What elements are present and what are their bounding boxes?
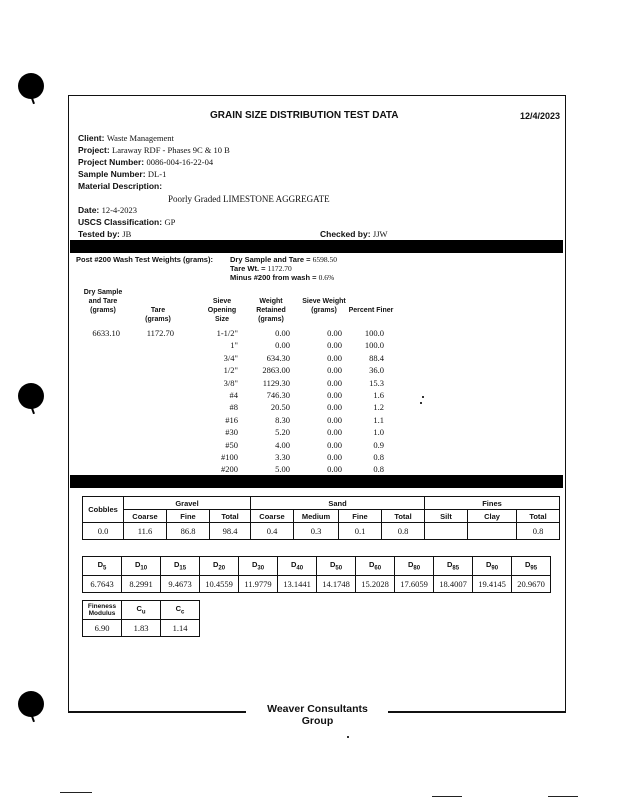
percent-finer-cell: 0.9 bbox=[373, 439, 384, 450]
uscs-value: GP bbox=[164, 217, 176, 227]
d-symbol: D bbox=[290, 560, 297, 570]
gravel-total-header: Total bbox=[210, 510, 251, 523]
checked-value: JJW bbox=[372, 229, 388, 239]
header-tare: Tare (grams) bbox=[145, 307, 171, 323]
percent-finer-cell: 36.0 bbox=[369, 365, 384, 376]
d-header-cell bbox=[317, 557, 356, 576]
wash-dry-label: Dry Sample and Tare = bbox=[230, 255, 311, 264]
project-number-line bbox=[78, 157, 213, 168]
percent-finer-cell: 88.4 bbox=[369, 352, 384, 363]
sieve-size-cell: 1/2" bbox=[223, 365, 238, 376]
binder-mark bbox=[31, 716, 35, 722]
client-value: Waste Management bbox=[106, 133, 174, 143]
sieve-weight-cell: 0.00 bbox=[327, 390, 342, 400]
scan-line bbox=[60, 792, 92, 793]
d-subscript: 15 bbox=[179, 565, 187, 572]
d-header-cell bbox=[278, 557, 317, 576]
material-line bbox=[78, 181, 162, 192]
fineness-modulus-value: 6.90 bbox=[83, 620, 122, 637]
sieve-size-cell: #16 bbox=[225, 414, 238, 425]
binder-mark bbox=[31, 98, 35, 104]
sample-number-line bbox=[78, 169, 166, 180]
sieve-size-cell: #100 bbox=[221, 452, 238, 462]
wash-dry-value: 6598.50 bbox=[312, 255, 337, 264]
material-value: Poorly Graded LIMESTONE AGGREGATE bbox=[168, 194, 330, 204]
sieve-weight-cell: 0.00 bbox=[327, 414, 342, 425]
section-bar-top bbox=[70, 240, 563, 253]
percent-finer-cell: 0.8 bbox=[373, 452, 384, 462]
wash-label: Post #200 Wash Test Weights (grams): bbox=[76, 255, 213, 264]
sieve-weight-cell: 0.00 bbox=[327, 439, 342, 450]
sample-number-label: Sample Number: bbox=[78, 169, 146, 179]
d-subscript: 20 bbox=[218, 565, 226, 572]
sand-coarse-value: 0.4 bbox=[251, 523, 294, 540]
d-subscript: 10 bbox=[140, 565, 148, 572]
binder-hole-top bbox=[18, 73, 44, 99]
clay-header: Clay bbox=[468, 510, 517, 523]
sieve-weight-cell: 0.00 bbox=[327, 464, 342, 475]
d-value-cell: 8.2991 bbox=[122, 576, 161, 593]
dry-sample-value: 6633.10 bbox=[92, 328, 120, 338]
d-value-cell: 9.4673 bbox=[161, 576, 200, 593]
scan-line bbox=[432, 796, 462, 797]
sand-medium-header: Medium bbox=[294, 510, 339, 523]
d-symbol: D bbox=[446, 560, 453, 570]
sand-total-value: 0.8 bbox=[382, 523, 425, 540]
sieve-size-cell: 3/4" bbox=[223, 352, 238, 363]
cu-value: 1.83 bbox=[122, 620, 161, 637]
material-label: Material Description: bbox=[78, 181, 163, 191]
cc-subscript: c bbox=[181, 609, 185, 616]
d-value-cell: 17.6059 bbox=[395, 576, 434, 593]
client-line bbox=[78, 133, 174, 144]
percent-finer-cell: 1.0 bbox=[373, 427, 384, 438]
sieve-size-cell: 1-1/2" bbox=[216, 328, 238, 338]
frame-bottom-right bbox=[388, 711, 565, 713]
sieve-size-cell: 3/8" bbox=[223, 377, 238, 388]
d-value-cell: 13.1441 bbox=[278, 576, 317, 593]
gravel-coarse-header: Coarse bbox=[124, 510, 167, 523]
d-header-cell bbox=[395, 557, 434, 576]
d-value-cell: 19.4145 bbox=[473, 576, 512, 593]
checked-label: Checked by: bbox=[320, 229, 371, 239]
date-value: 12-4-2023 bbox=[101, 205, 138, 215]
percent-finer-cell: 1.1 bbox=[373, 414, 384, 425]
d-header-cell bbox=[239, 557, 278, 576]
weight-retained-cell: 0.00 bbox=[275, 328, 290, 338]
weight-retained-cell: 5.00 bbox=[275, 464, 290, 475]
percent-finer-cell: 100.0 bbox=[364, 328, 384, 338]
percent-finer-cell: 100.0 bbox=[364, 340, 384, 351]
gravel-coarse-value: 11.6 bbox=[124, 523, 167, 540]
silt-value bbox=[425, 523, 468, 540]
binder-mark bbox=[31, 408, 35, 414]
moduli-table bbox=[82, 600, 200, 637]
header-weight-retained: Weight Retained (grams) bbox=[256, 298, 286, 323]
sieve-weight-cell: 0.00 bbox=[327, 402, 342, 413]
gravel-fine-value: 86.8 bbox=[167, 523, 210, 540]
cu-header bbox=[122, 601, 161, 620]
gravel-fine-header: Fine bbox=[167, 510, 210, 523]
sieve-size-cell: #50 bbox=[225, 439, 238, 450]
sand-total-header: Total bbox=[382, 510, 425, 523]
weight-retained-cell: 20.50 bbox=[270, 402, 290, 413]
d-subscript: 90 bbox=[491, 565, 499, 572]
header-percent-finer: Percent Finer bbox=[348, 307, 394, 314]
scan-speck bbox=[347, 736, 349, 738]
scan-speck bbox=[420, 402, 422, 404]
project-value: Laraway RDF - Phases 9C & 10 B bbox=[112, 145, 230, 155]
cobbles-value: 0.0 bbox=[83, 523, 124, 540]
d-subscript: 5 bbox=[103, 565, 107, 572]
d-value-cell: 14.1748 bbox=[317, 576, 356, 593]
gravel-total-value: 98.4 bbox=[210, 523, 251, 540]
checked-line bbox=[320, 229, 388, 240]
d-values-table bbox=[82, 556, 551, 593]
d-value-cell: 15.2028 bbox=[356, 576, 395, 593]
cobbles-header: Cobbles bbox=[83, 497, 124, 523]
project-line bbox=[78, 145, 230, 156]
project-label: Project: bbox=[78, 145, 110, 155]
d-subscript: 50 bbox=[335, 565, 343, 572]
date-label: Date: bbox=[78, 205, 100, 215]
d-symbol: D bbox=[485, 560, 492, 570]
cu-symbol: C bbox=[136, 604, 142, 614]
weight-retained-cell: 4.00 bbox=[275, 439, 290, 450]
tested-line bbox=[78, 229, 131, 240]
d-subscript: 60 bbox=[374, 565, 382, 572]
fines-total-value: 0.8 bbox=[517, 523, 560, 540]
sieve-weight-cell: 0.00 bbox=[327, 328, 342, 338]
d-value-cell: 10.4559 bbox=[200, 576, 239, 593]
d-subscript: 40 bbox=[296, 565, 304, 572]
scan-line bbox=[548, 796, 578, 797]
project-number-value: 0086-004-16-22-04 bbox=[146, 157, 214, 167]
percent-finer-cell: 1.2 bbox=[373, 402, 384, 413]
d-header-cell bbox=[161, 557, 200, 576]
sand-coarse-header: Coarse bbox=[251, 510, 294, 523]
d-symbol: D bbox=[407, 560, 414, 570]
d-symbol: D bbox=[368, 560, 375, 570]
tested-label: Tested by: bbox=[78, 229, 120, 239]
sieve-weight-cell: 0.00 bbox=[327, 452, 342, 462]
sieve-size-cell: #200 bbox=[221, 464, 238, 475]
d-subscript: 30 bbox=[257, 565, 265, 572]
d-header-cell bbox=[200, 557, 239, 576]
gravel-header: Gravel bbox=[124, 497, 251, 510]
d-subscript: 80 bbox=[413, 565, 421, 572]
sieve-size-cell: #4 bbox=[229, 390, 238, 400]
sand-medium-value: 0.3 bbox=[294, 523, 339, 540]
d-header-cell bbox=[473, 557, 512, 576]
uscs-line bbox=[78, 217, 175, 228]
header-sieve-weight: Sieve Weight (grams) bbox=[302, 298, 346, 314]
cc-value: 1.14 bbox=[161, 620, 200, 637]
fineness-modulus-header: Fineness Modulus bbox=[83, 601, 122, 620]
percent-finer-cell: 15.3 bbox=[369, 377, 384, 388]
d-subscript: 95 bbox=[530, 565, 538, 572]
wash-dry-line bbox=[230, 255, 337, 264]
d-symbol: D bbox=[173, 560, 180, 570]
report-date: 12/4/2023 bbox=[519, 111, 560, 121]
wash-tare-label: Tare Wt. = bbox=[230, 264, 266, 273]
wash-minus-line bbox=[230, 273, 334, 282]
header-sieve-size: Sieve Opening Size bbox=[207, 298, 237, 323]
tare-value: 1172.70 bbox=[146, 328, 174, 338]
wash-tare-line bbox=[230, 264, 292, 273]
cu-subscript: u bbox=[141, 609, 146, 616]
sieve-weight-cell: 0.00 bbox=[327, 377, 342, 388]
report-title: GRAIN SIZE DISTRIBUTION TEST DATA bbox=[210, 110, 399, 121]
d-header-cell bbox=[434, 557, 473, 576]
d-header-cell bbox=[356, 557, 395, 576]
d-symbol: D bbox=[251, 560, 258, 570]
percent-finer-cell: 1.6 bbox=[373, 390, 384, 400]
wash-tare-value: 1172.70 bbox=[267, 264, 292, 273]
d-subscript: 85 bbox=[452, 565, 460, 572]
sieve-weight-cell: 0.00 bbox=[327, 340, 342, 351]
d-value-cell: 6.7643 bbox=[83, 576, 122, 593]
d-value-cell: 18.4007 bbox=[434, 576, 473, 593]
d-symbol: D bbox=[134, 560, 141, 570]
sieve-size-cell: #8 bbox=[229, 402, 238, 413]
sieve-weight-cell: 0.00 bbox=[327, 352, 342, 363]
weight-retained-cell: 746.30 bbox=[266, 390, 290, 400]
weight-retained-cell: 8.30 bbox=[275, 414, 290, 425]
gradation-summary-table bbox=[82, 496, 560, 540]
sieve-weight-cell: 0.00 bbox=[327, 427, 342, 438]
footer-company: Weaver Consultants Group bbox=[267, 703, 368, 727]
sand-fine-header: Fine bbox=[339, 510, 382, 523]
weight-retained-cell: 5.20 bbox=[275, 427, 290, 438]
uscs-label: USCS Classification: bbox=[78, 217, 163, 227]
weight-retained-cell: 2863.00 bbox=[262, 365, 290, 376]
tested-value: JB bbox=[122, 229, 132, 239]
d-header-cell bbox=[83, 557, 122, 576]
sieve-weight-cell: 0.00 bbox=[327, 365, 342, 376]
d-value-cell: 11.9779 bbox=[239, 576, 278, 593]
weight-retained-cell: 3.30 bbox=[275, 452, 290, 462]
header-dry-sample: Dry Sample and Tare (grams) bbox=[83, 289, 123, 314]
d-symbol: D bbox=[329, 560, 336, 570]
binder-hole-middle bbox=[18, 383, 44, 409]
cc-symbol: C bbox=[175, 604, 182, 614]
weight-retained-cell: 634.30 bbox=[266, 352, 290, 363]
section-bar-bottom bbox=[70, 475, 563, 488]
percent-finer-cell: 0.8 bbox=[373, 464, 384, 475]
fines-total-header: Total bbox=[517, 510, 560, 523]
sand-fine-value: 0.1 bbox=[339, 523, 382, 540]
client-label: Client: bbox=[78, 133, 105, 143]
sand-header: Sand bbox=[251, 497, 425, 510]
frame-bottom-left bbox=[68, 711, 246, 713]
weight-retained-cell: 0.00 bbox=[275, 340, 290, 351]
weight-retained-cell: 1129.30 bbox=[262, 377, 290, 388]
d-symbol: D bbox=[97, 560, 104, 570]
project-number-label: Project Number: bbox=[78, 157, 145, 167]
clay-value bbox=[468, 523, 517, 540]
fines-header: Fines bbox=[425, 497, 560, 510]
wash-minus-label: Minus #200 from wash = bbox=[230, 273, 317, 282]
binder-hole-bottom bbox=[18, 691, 44, 717]
d-header-cell bbox=[512, 557, 551, 576]
sieve-size-cell: 1" bbox=[230, 340, 238, 351]
sample-number-value: DL-1 bbox=[147, 169, 167, 179]
d-value-cell: 20.9670 bbox=[512, 576, 551, 593]
d-header-cell bbox=[122, 557, 161, 576]
cc-header bbox=[161, 601, 200, 620]
wash-minus-value: 0.6% bbox=[318, 273, 335, 282]
silt-header: Silt bbox=[425, 510, 468, 523]
sieve-size-cell: #30 bbox=[225, 427, 238, 438]
scan-speck bbox=[422, 396, 424, 398]
date-line bbox=[78, 205, 137, 216]
d-symbol: D bbox=[212, 560, 219, 570]
d-symbol: D bbox=[524, 560, 531, 570]
